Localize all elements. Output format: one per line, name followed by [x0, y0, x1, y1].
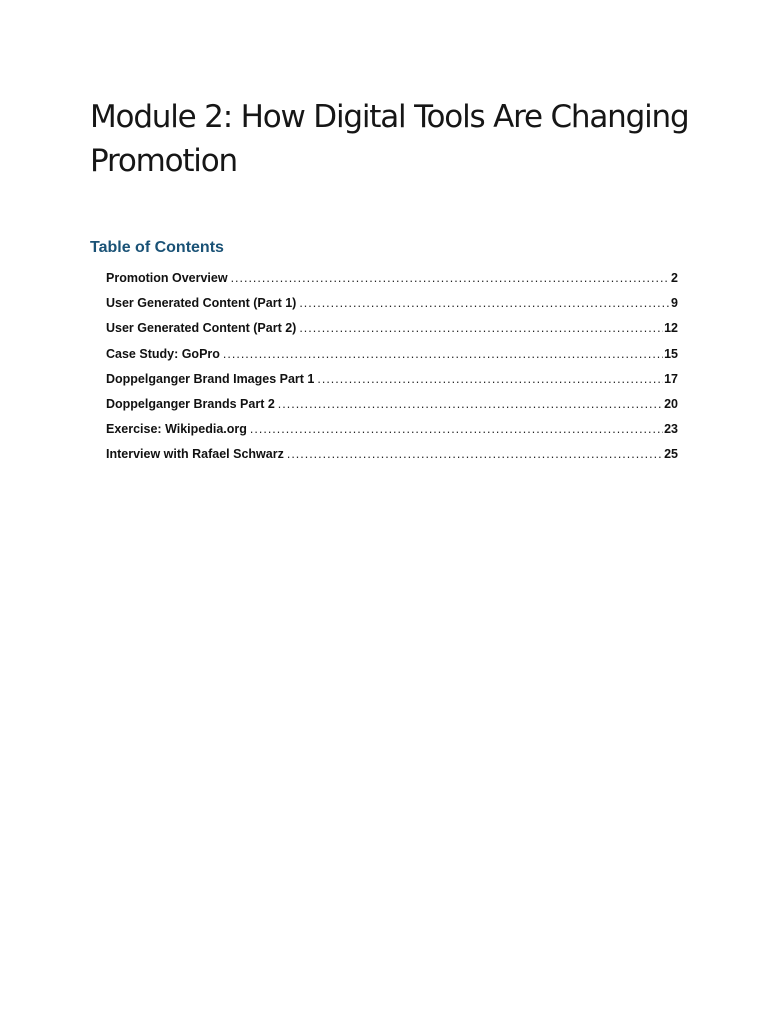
- toc-entry-page: 15: [664, 346, 678, 361]
- toc-entry-page: 12: [664, 321, 678, 336]
- toc-entry-page: 25: [664, 447, 678, 462]
- toc-entry-label: Case Study: GoPro: [106, 346, 220, 361]
- toc-entry-label: Promotion Overview: [106, 271, 228, 285]
- toc-heading: Table of Contents: [90, 239, 224, 256]
- toc-entry-page: 17: [664, 371, 678, 386]
- toc-entry-page: 9: [671, 296, 678, 311]
- toc-leader-dots: [250, 419, 663, 439]
- toc-list: [106, 268, 678, 470]
- toc-leader-dots: [317, 369, 663, 389]
- page-title: Module 2: How Digital Tools Are Changing Promotion: [90, 99, 689, 179]
- toc-entry-page: 2: [671, 271, 678, 285]
- toc-entry-ugc-part-1[interactable]: [106, 293, 678, 318]
- toc-leader-dots: [223, 344, 663, 364]
- toc-entry-doppelganger-part-1[interactable]: [106, 369, 678, 394]
- toc-entry-page: 23: [664, 422, 678, 437]
- toc-leader-dots: [299, 293, 670, 313]
- toc-entry-ugc-part-2[interactable]: [106, 318, 678, 343]
- toc-entry-doppelganger-part-2[interactable]: [106, 394, 678, 419]
- toc-leader-dots: [278, 394, 663, 414]
- toc-entry-promotion-overview[interactable]: [106, 268, 678, 293]
- toc-leader-dots: [231, 268, 670, 288]
- toc-entry-case-study-gopro[interactable]: [106, 344, 678, 369]
- toc-leader-dots: [287, 444, 663, 464]
- toc-entry-label: Exercise: Wikipedia.org: [106, 422, 247, 437]
- toc-entry-exercise-wikipedia[interactable]: [106, 419, 678, 444]
- toc-entry-label: Doppelganger Brand Images Part 1: [106, 371, 315, 386]
- toc-entry-label: User Generated Content (Part 1): [106, 296, 297, 311]
- toc-entry-label: Interview with Rafael Schwarz: [106, 447, 284, 462]
- toc-leader-dots: [299, 318, 663, 338]
- toc-entry-page: 20: [664, 396, 678, 411]
- toc-entry-label: Doppelganger Brands Part 2: [106, 396, 275, 411]
- toc-entry-interview-rafael-schwarz[interactable]: [106, 444, 678, 469]
- toc-entry-label: User Generated Content (Part 2): [106, 321, 297, 336]
